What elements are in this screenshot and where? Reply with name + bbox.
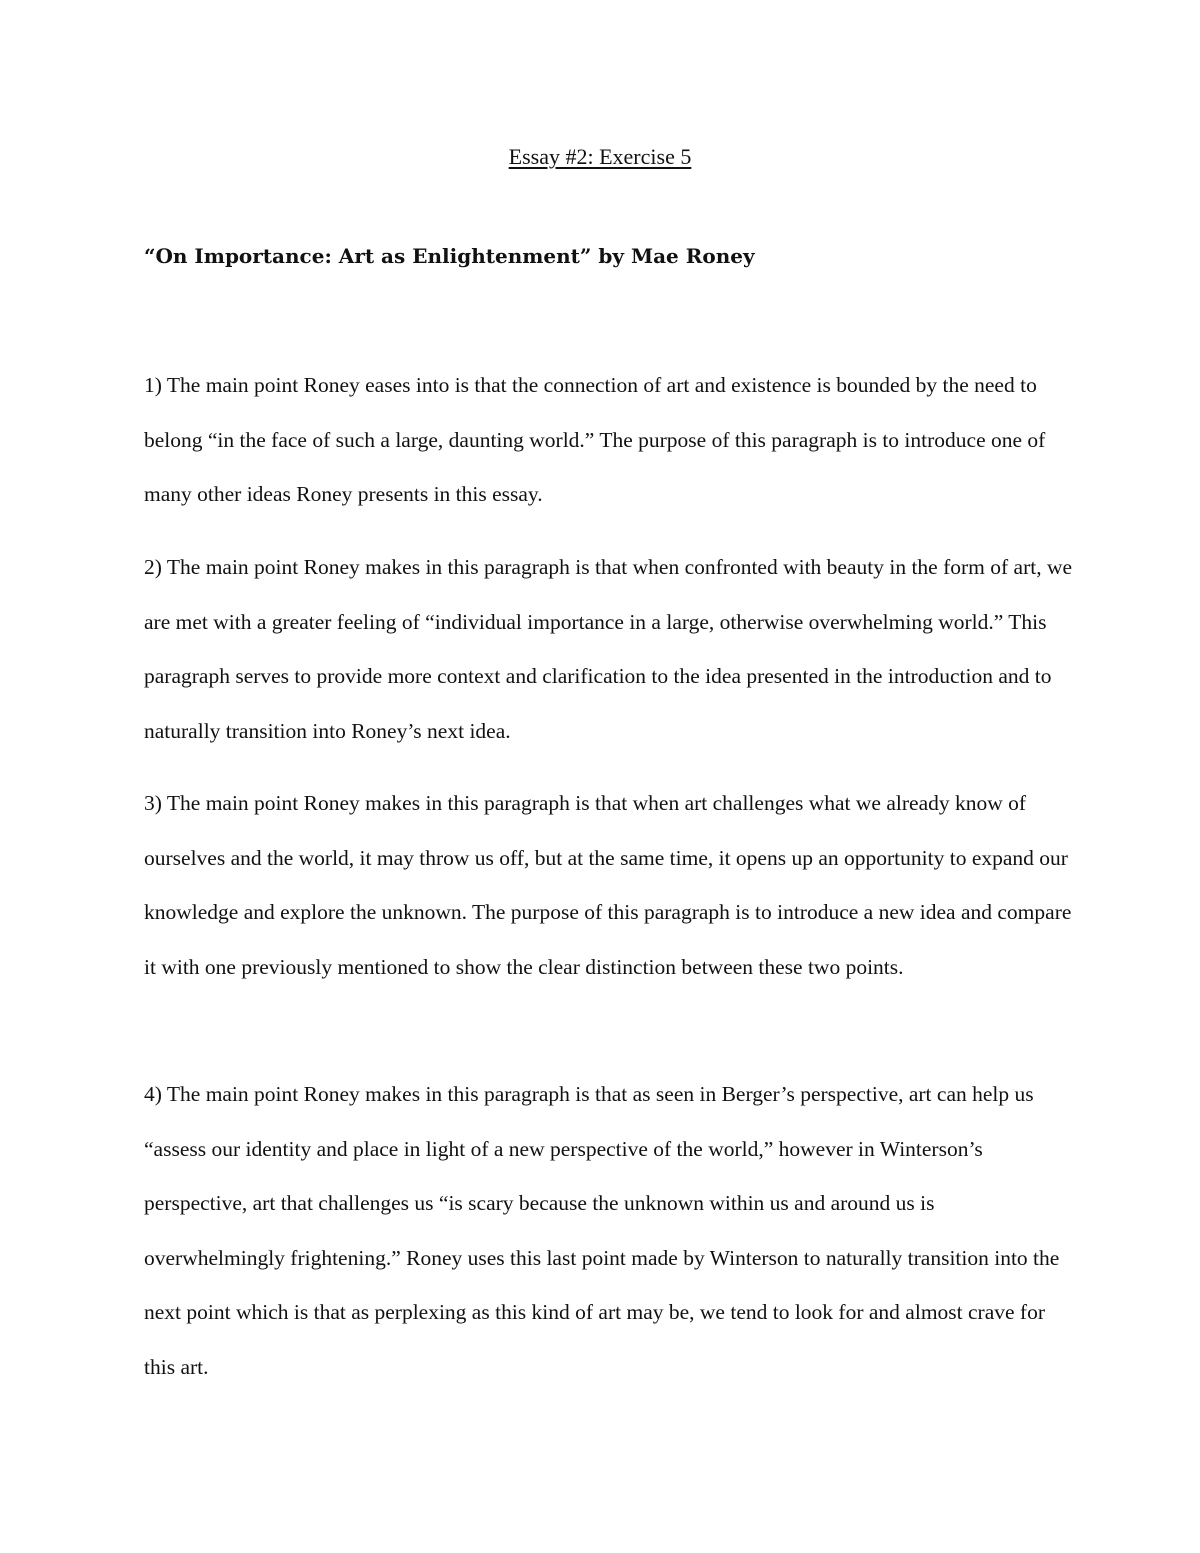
answer-paragraph-2: 2) The main point Roney makes in this paragraph is that when confronted with beauty in the form of art, we are met with a greater feeling of “individual importance in a large, otherwise overwhelming world.” This paragraph serves to provide more context and clarification to the idea presented in the introduction and to naturally transition into Roney’s next idea. <box>144 555 1073 743</box>
answer-paragraph-4: 4) The main point Roney makes in this paragraph is that as seen in Berger’s perspective, art can help us “assess our identity and place in light of a new perspective of the world,” however in Winterson’s perspective, art that challenges us “is scary because the unknown within us and around us is overwhelmingly frightening.” Roney uses this last point made by Winterson to naturally transition into the next point which is that as perplexing as this kind of art may be, we tend to look for and almost crave for this art. <box>144 1082 1060 1379</box>
answer-paragraph-1: 1) The main point Roney eases into is that the connection of art and existence is bounded by the need to belong “in the face of such a large, daunting world.” The purpose of this paragraph is to introduce one of many other ideas Roney presents in this essay. <box>144 373 1046 506</box>
answer-paragraph-3: 3) The main point Roney makes in this paragraph is that when art challenges what we already know of ourselves and the world, it may throw us off, but at the same time, it opens up an opportunity to expand our knowledge and explore the unknown. The purpose of this paragraph is to introduce a new idea and compare it with one previously mentioned to show the clear distinction between these two points. <box>144 791 1072 979</box>
document-title-container <box>0 142 1200 172</box>
document-title: Essay #2: Exercise 5 <box>508 144 692 169</box>
essay-reference-heading: “On Importance: Art as Enlightenment” by Mae Roney <box>144 244 755 268</box>
